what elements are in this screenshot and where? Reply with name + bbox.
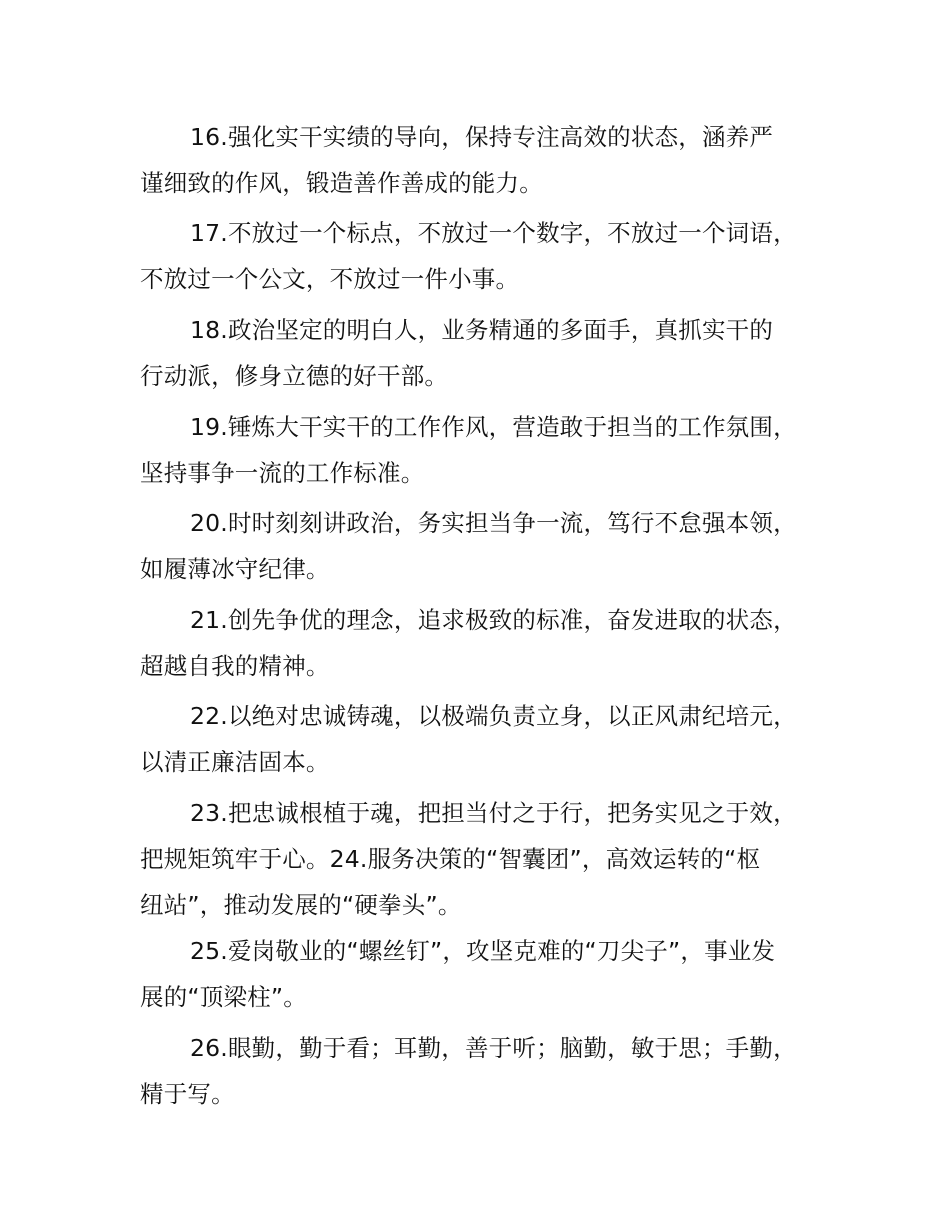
paragraph-20 [140,500,840,592]
paragraph-25 [140,928,840,1020]
paragraph-16 [140,114,840,206]
paragraph-line: 25.爱岗敬业的“螺丝钉”，攻坚克难的“刀尖子”，事业发 [190,937,776,965]
paragraph-line: 坚持事争一流的工作标准。 [140,459,425,487]
paragraph-line: 17.不放过一个标点，不放过一个数字，不放过一个词语， [190,219,797,247]
paragraph-line: 26.眼勤，勤于看；耳勤，善于听；脑勤，敏于思；手勤， [190,1034,797,1062]
paragraph-line: 23.把忠诚根植于魂，把担当付之于行，把务实见之于效， [190,799,797,827]
paragraph-line: 把规矩筑牢于心。24.服务决策的“智囊团”，高效运转的“枢 [140,845,761,873]
paragraph-26 [140,1025,840,1117]
paragraph-line: 精于写。 [140,1080,235,1108]
paragraph-line: 19.锤炼大干实干的工作作风，营造敢于担当的工作氛围， [190,413,797,441]
paragraph-line: 22.以绝对忠诚铸魂，以极端负责立身，以正风肃纪培元， [190,702,797,730]
paragraph-17 [140,210,840,302]
paragraph-line: 以清正廉洁固本。 [140,748,330,776]
paragraph-line: 21.创先争优的理念，追求极致的标准，奋发进取的状态， [190,606,797,634]
paragraph-line: 不放过一个公文，不放过一件小事。 [140,265,520,293]
paragraph-23-24 [140,790,840,928]
paragraph-line: 20.时时刻刻讲政治，务实担当争一流，笃行不怠强本领， [190,509,797,537]
paragraph-18 [140,307,840,399]
paragraph-line: 18.政治坚定的明白人，业务精通的多面手，真抓实干的 [190,316,774,344]
paragraph-line: 纽站”，推动发展的“硬拳头”。 [140,891,462,919]
paragraph-line: 行动派，修身立德的好干部。 [140,362,449,390]
paragraph-line: 展的“顶梁柱”。 [140,983,307,1011]
paragraph-19 [140,404,840,496]
paragraph-line: 超越自我的精神。 [140,652,330,680]
paragraph-22 [140,693,840,785]
paragraph-21 [140,597,840,689]
paragraph-line: 如履薄冰守纪律。 [140,555,330,583]
paragraph-line: 谨细致的作风，锻造善作善成的能力。 [140,169,543,197]
paragraph-line: 16.强化实干实绩的导向，保持专注高效的状态，涵养严 [190,123,774,151]
